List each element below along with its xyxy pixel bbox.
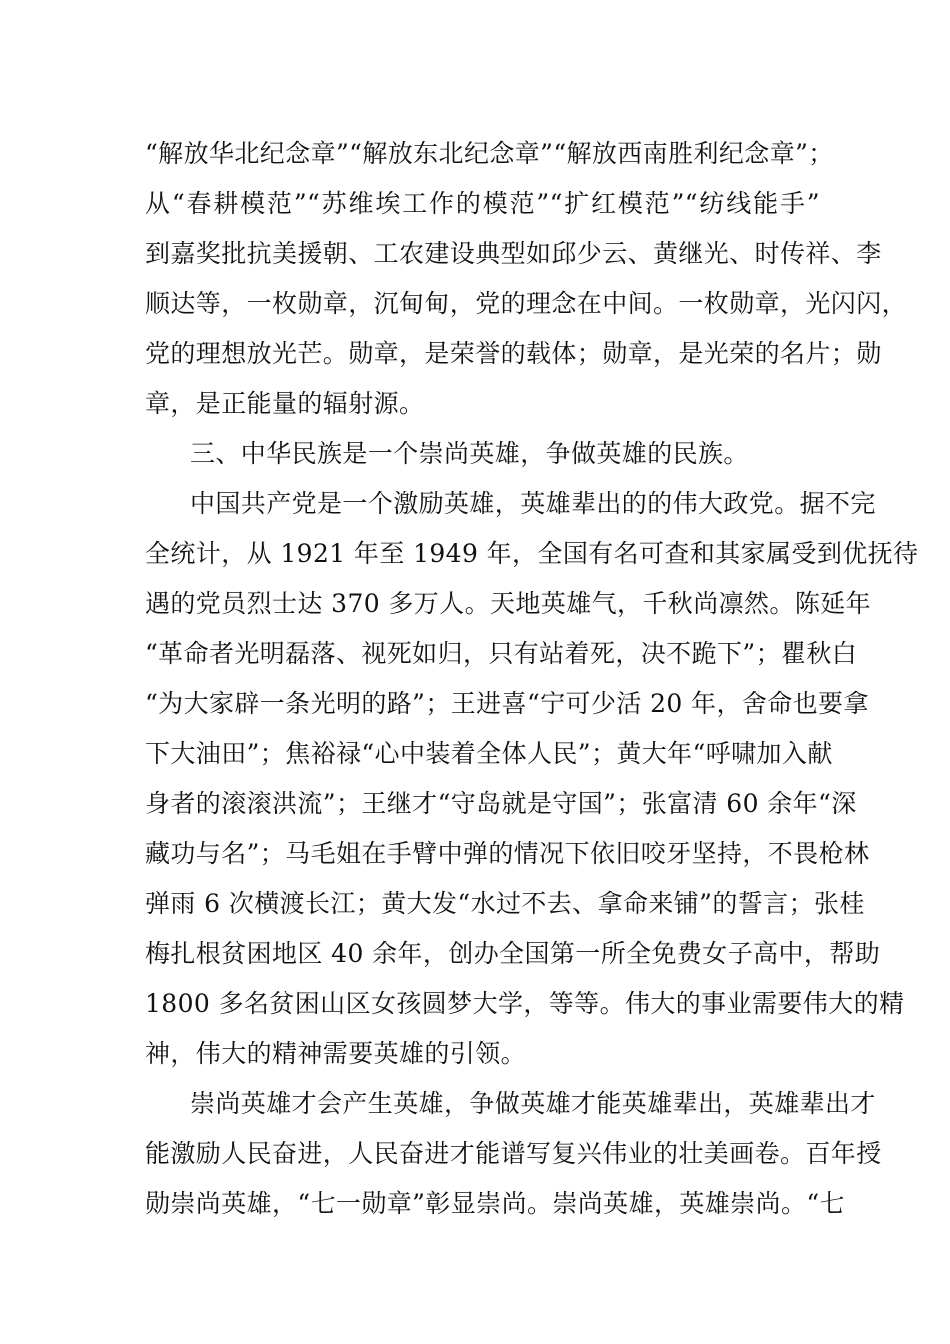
paragraph-first-line: 中国共产党是一个激励英雄，英雄辈出的的伟大政党。据不完 <box>190 489 876 518</box>
text-line: 勋崇尚英雄，“七一勋章”彰显崇尚。崇尚英雄，英雄崇尚。“七 <box>145 1189 845 1218</box>
text-line: 顺达等，一枚勋章，沉甸甸，党的理念在中间。一枚勋章，光闪闪， <box>145 289 908 318</box>
text-line: 1800 多名贫困山区女孩圆梦大学，等等。伟大的事业需要伟大的精 <box>145 989 905 1018</box>
text-line: 弹雨 6 次横渡长江；黄大发“水过不去、拿命来铺”的誓言；张桂 <box>145 889 865 918</box>
text-line: 能激励人民奋进，人民奋进才能谱写复兴伟业的壮美画卷。百年授 <box>145 1139 882 1168</box>
text-line: 下大油田”；焦裕禄“心中装着全体人民”；黄大年“呼啸加入献 <box>145 739 833 768</box>
text-line: “为大家辟一条光明的路”；王进喜“宁可少活 20 年，舍命也要拿 <box>145 689 869 718</box>
text-line: “解放华北纪念章”“解放东北纪念章”“解放西南胜利纪念章”； <box>145 139 834 168</box>
text-line: 到嘉奖批抗美援朝、工农建设典型如邱少云、黄继光、时传祥、李 <box>145 239 882 268</box>
paragraph-first-line: 崇尚英雄才会产生英雄，争做英雄才能英雄辈出，英雄辈出才 <box>190 1089 876 1118</box>
text-line: 神，伟大的精神需要英雄的引领。 <box>145 1039 527 1068</box>
section-heading: 三、中华民族是一个崇尚英雄，争做英雄的民族。 <box>190 439 749 468</box>
text-line: 章，是正能量的辐射源。 <box>145 389 425 418</box>
text-line: “革命者光明磊落、视死如归，只有站着死，决不跪下”；瞿秋白 <box>145 639 858 668</box>
text-line: 全统计，从 1921 年至 1949 年，全国有名可查和其家属受到优抚待 <box>145 539 919 568</box>
text-line: 遇的党员烈士达 370 多万人。天地英雄气，千秋尚凛然。陈延年 <box>145 589 872 618</box>
text-line: 党的理想放光芒。勋章，是荣誉的载体；勋章，是光荣的名片；勋 <box>145 339 882 368</box>
text-line: 梅扎根贫困地区 40 余年，创办全国第一所全免费女子高中，帮助 <box>145 939 881 968</box>
text-line: 从“春耕模范”“苏维埃工作的模范”“扩红模范”“纺线能手” <box>145 189 820 218</box>
text-line: 身者的滚滚洪流”；王继才“守岛就是守国”；张富清 60 余年“深 <box>145 789 857 818</box>
text-line: 藏功与名”；马毛姐在手臂中弹的情况下依旧咬牙坚持，不畏枪林 <box>145 839 870 868</box>
